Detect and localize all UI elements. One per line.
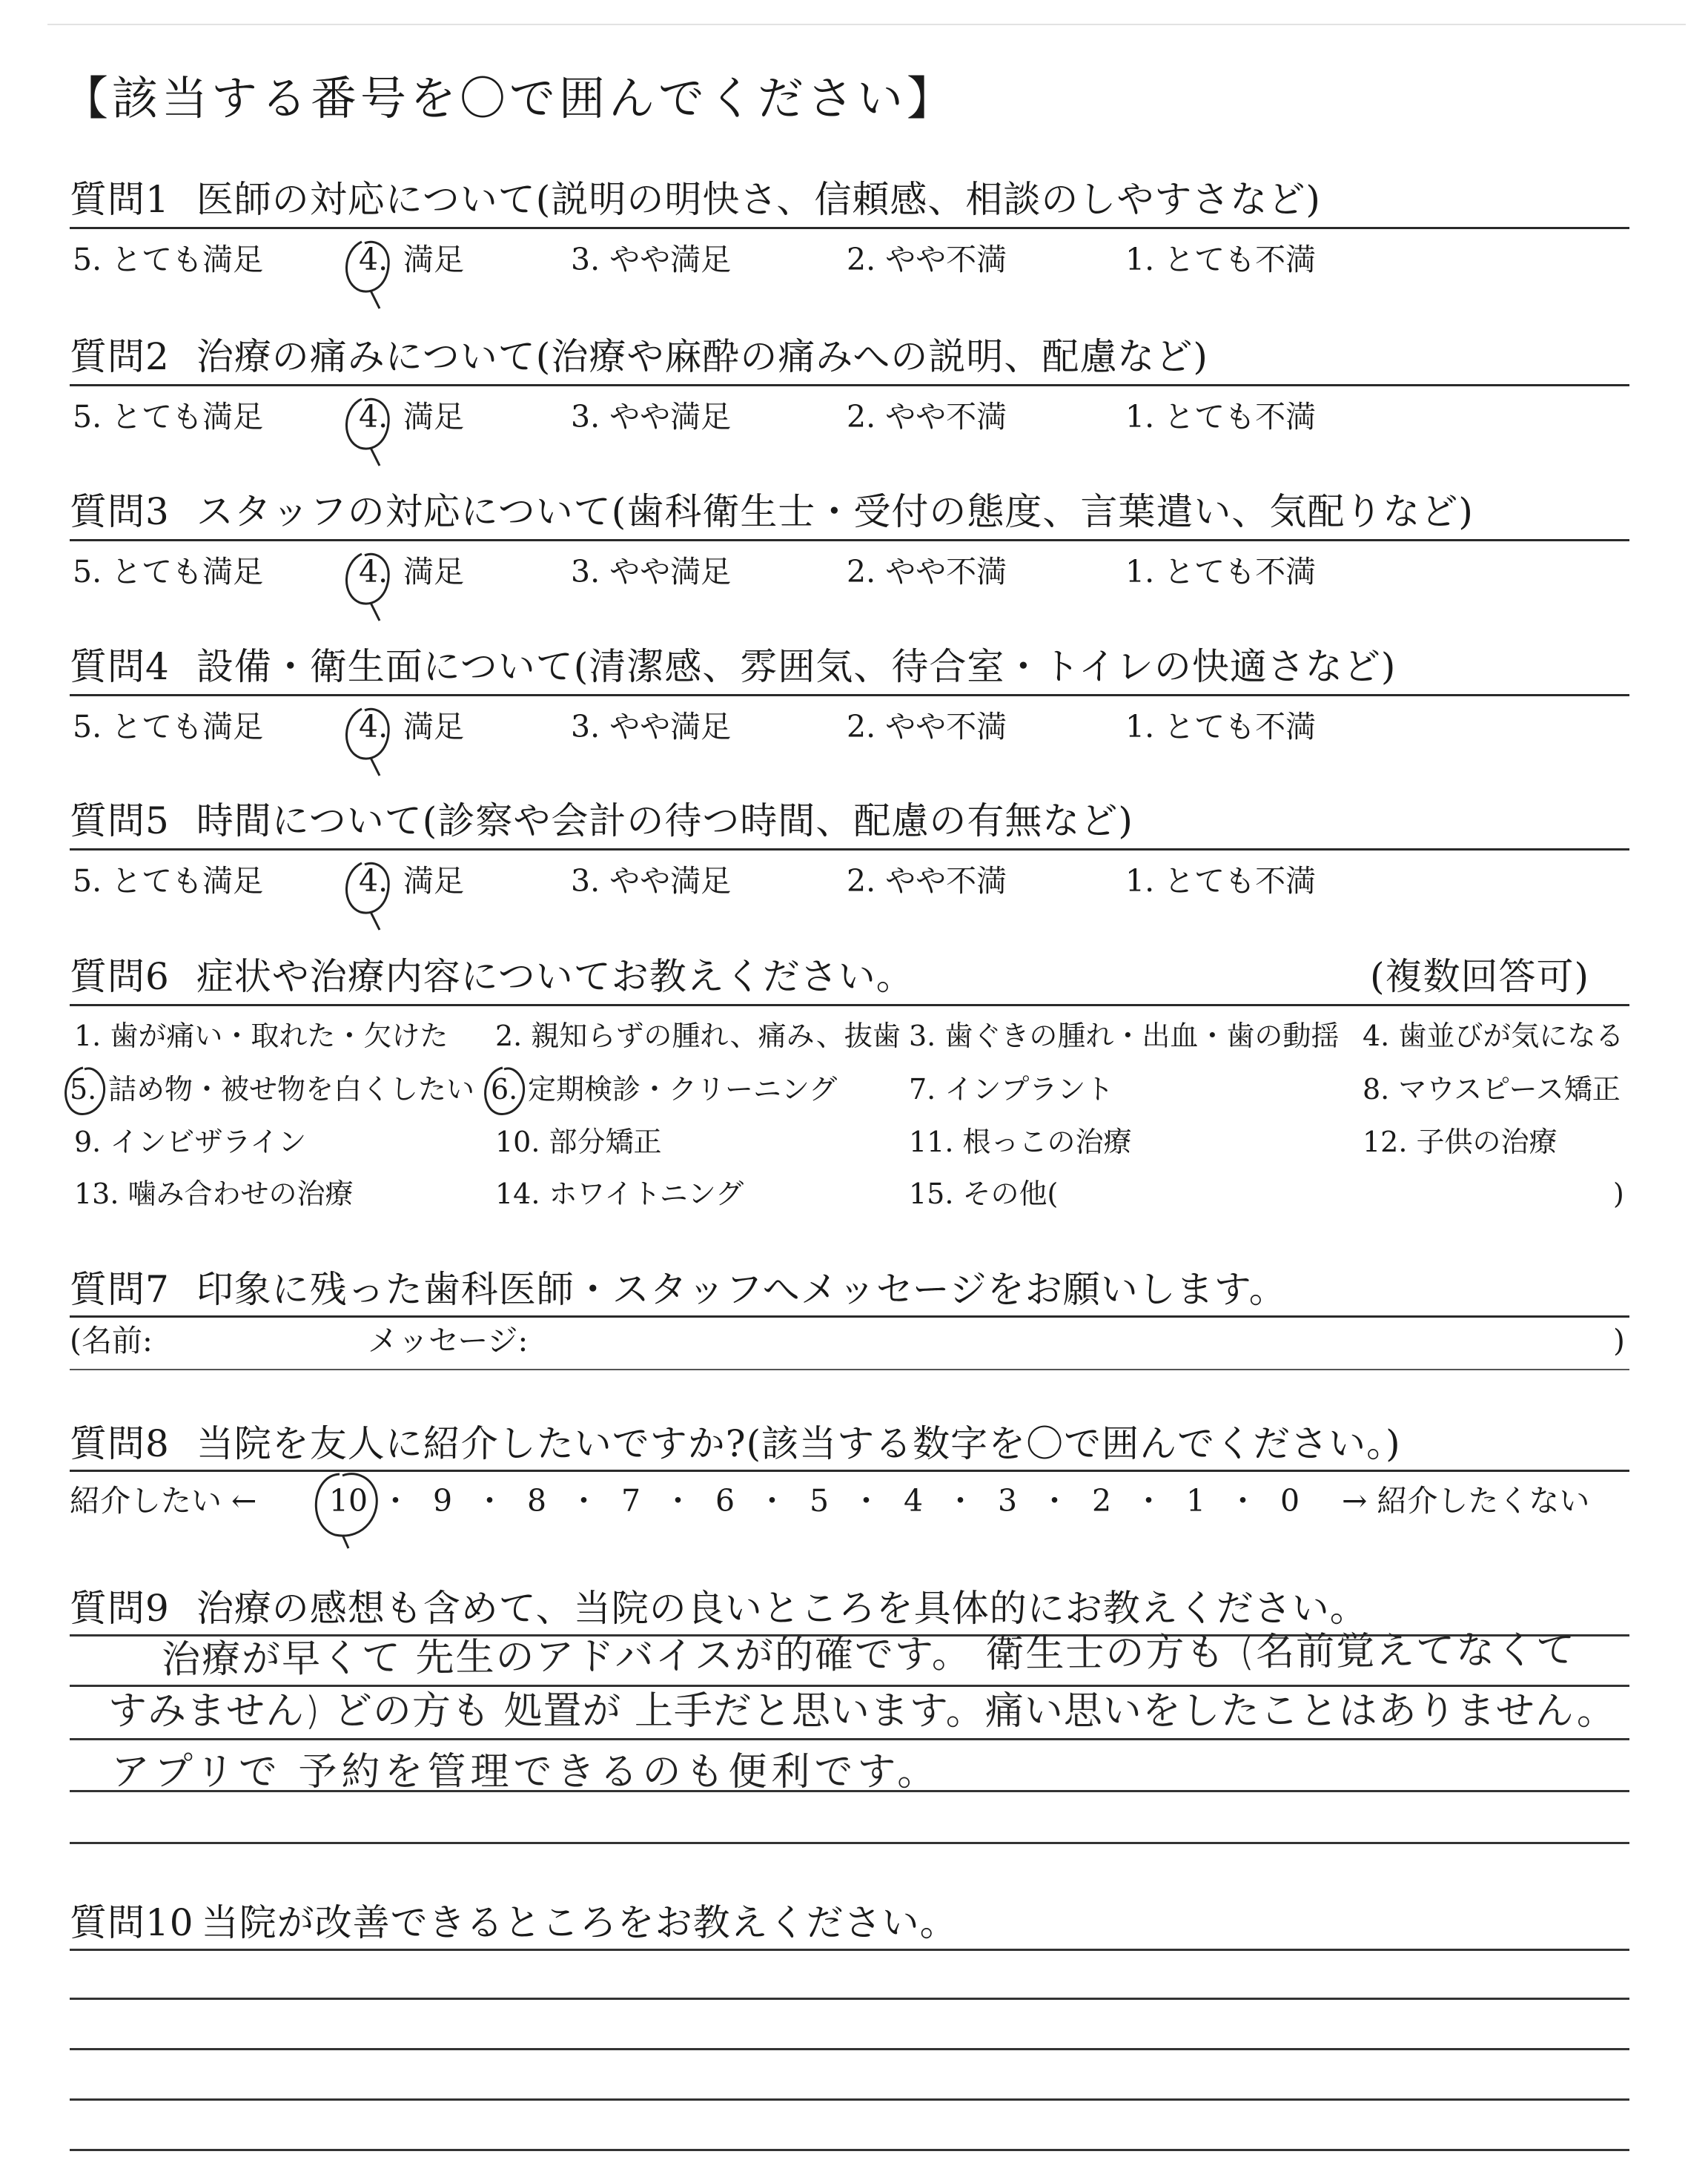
q2-option-3[interactable]: 3. やや満足 (571, 399, 732, 435)
question-7-text: 印象に残った歯科医師・スタッフへメッセージをお願いします。 (196, 1268, 1287, 1311)
q4-selection-circle (346, 709, 388, 776)
q6-option-5-label[interactable]: 詰め物・被せ物を白くしたい (108, 1073, 475, 1106)
q3-option-3[interactable]: 3. やや満足 (571, 554, 732, 589)
q8-scale-separator: ・ (851, 1483, 881, 1519)
q4-option-5[interactable]: 5. とても満足 (73, 709, 264, 744)
q6-option-12[interactable]: 12. 子供の治療 (1363, 1126, 1558, 1158)
q6-option-13[interactable]: 13. 噛み合わせの治療 (74, 1178, 354, 1210)
question-7-label: 質問7 (70, 1268, 170, 1311)
q8-scale-option-3[interactable]: 3 (997, 1483, 1018, 1519)
q8-scale-separator: ・ (1228, 1483, 1258, 1519)
q8-scale-option-2[interactable]: 2 (1091, 1483, 1112, 1519)
q3-option-4-label[interactable]: 満足 (403, 554, 464, 589)
q8-scale-separator: ・ (757, 1483, 787, 1519)
q8-scale-separator: ・ (945, 1483, 976, 1519)
q2-option-2[interactable]: 2. やや不満 (847, 399, 1007, 435)
question-8-label: 質問8 (70, 1422, 170, 1465)
q6-option-15-close: ) (1613, 1178, 1624, 1210)
question-1-text: 医師の対応について(説明の明快さ、信頼感、相談のしやすさなど) (196, 178, 1321, 221)
question-6-text: 症状や治療内容についてお教えください。 (196, 955, 914, 998)
q5-option-4-label[interactable]: 満足 (403, 863, 464, 899)
q8-left-label: 紹介したい ← (70, 1483, 257, 1519)
q8-scale-option-7[interactable]: 7 (620, 1483, 641, 1519)
q4-option-4-number[interactable]: 4. (359, 709, 388, 744)
q1-option-5[interactable]: 5. とても満足 (73, 242, 264, 277)
q6-option-5-selection-circle (66, 1068, 105, 1114)
q9-handwritten-line-2: すみません) どの方も 処置が 上手だと思います。痛い思いをしたことはありません。 (108, 1689, 1616, 1734)
q3-option-5[interactable]: 5. とても満足 (73, 554, 264, 589)
q6-option-11[interactable]: 11. 根っこの治療 (909, 1126, 1132, 1158)
q7-message-label: メッセージ: (368, 1323, 529, 1358)
q7-close-paren: ) (1613, 1323, 1625, 1358)
q5-option-4-number[interactable]: 4. (359, 863, 388, 899)
q1-option-3[interactable]: 3. やや満足 (571, 242, 732, 277)
question-2-text: 治療の痛みについて(治療や麻酔の痛みへの説明、配慮など) (196, 335, 1208, 378)
q8-scale-option-5[interactable]: 5 (809, 1483, 830, 1519)
question-10-text: 当院が改善できるところをお教えください。 (201, 1901, 958, 1944)
q5-selection-circle (346, 863, 388, 930)
q6-option-1[interactable]: 1. 歯が痛い・取れた・欠けた (74, 1020, 448, 1052)
q6-option-6-selection-circle (486, 1068, 524, 1114)
q2-option-4-number[interactable]: 4. (359, 399, 388, 435)
q8-scale-separator: ・ (663, 1483, 693, 1519)
question-4-label: 質問4 (70, 645, 170, 688)
q5-option-3[interactable]: 3. やや満足 (571, 863, 732, 899)
q6-option-14[interactable]: 14. ホワイトニング (495, 1178, 744, 1210)
q4-option-4-label[interactable]: 満足 (403, 709, 464, 744)
q6-option-9[interactable]: 9. インビザライン (74, 1126, 307, 1158)
q6-option-7[interactable]: 7. インプラント (909, 1073, 1114, 1106)
q9-handwritten-line-3: アプリで 予約を管理できるのも便利です。 (111, 1750, 941, 1794)
q8-scale-separator: ・ (474, 1483, 505, 1519)
q1-selection-circle (346, 242, 388, 308)
q4-option-2[interactable]: 2. やや不満 (847, 709, 1007, 744)
q6-option-8[interactable]: 8. マウスピース矯正 (1363, 1073, 1621, 1106)
q8-right-label: → 紹介したくない (1342, 1483, 1590, 1519)
q6-option-4[interactable]: 4. 歯並びが気になる (1363, 1020, 1624, 1052)
q2-option-5[interactable]: 5. とても満足 (73, 399, 264, 435)
q8-scale-option-1[interactable]: 1 (1185, 1483, 1206, 1519)
question-6-multiple-note: (複数回答可) (1370, 955, 1590, 998)
q3-selection-circle (346, 554, 388, 621)
question-3-label: 質問3 (70, 490, 170, 533)
question-1-label: 質問1 (70, 178, 170, 221)
q2-option-4-label[interactable]: 満足 (403, 399, 464, 435)
q6-option-10[interactable]: 10. 部分矯正 (495, 1126, 662, 1158)
q8-scale-option-6[interactable]: 6 (715, 1483, 735, 1519)
question-4-text: 設備・衛生面について(清潔感、雰囲気、待合室・トイレの快適さなど) (196, 645, 1397, 688)
q9-handwritten-line-1: 治療が早くて 先生のアドバイスが的確です。 衛生士の方も (名前覚えてなくて (161, 1628, 1577, 1682)
question-9-text: 治療の感想も含めて、当院の良いところを具体的にお教えください。 (196, 1587, 1368, 1630)
question-6-label: 質問6 (70, 955, 170, 998)
question-8-text: 当院を友人に紹介したいですか?(該当する数字を〇で囲んでください。) (196, 1422, 1401, 1465)
q6-option-6-number[interactable]: 6. (491, 1073, 518, 1106)
q5-option-1[interactable]: 1. とても不満 (1125, 863, 1317, 899)
question-5-label: 質問5 (70, 799, 170, 842)
q2-selection-circle (346, 399, 388, 466)
question-3-text: スタッフの対応について(歯科衛生士・受付の態度、言葉遣い、気配りなど) (196, 490, 1474, 533)
q3-option-2[interactable]: 2. やや不満 (847, 554, 1007, 589)
q6-option-3[interactable]: 3. 歯ぐきの腫れ・出血・歯の動揺 (909, 1020, 1340, 1052)
q5-option-5[interactable]: 5. とても満足 (73, 863, 264, 899)
page-title: 【該当する番号を〇で囲んでください】 (62, 71, 957, 125)
q8-scale-option-10[interactable]: 10 (328, 1483, 368, 1519)
q3-option-1[interactable]: 1. とても不満 (1125, 554, 1317, 589)
q3-option-4-number[interactable]: 4. (359, 554, 388, 589)
question-5-text: 時間について(診察や会計の待つ時間、配慮の有無など) (196, 799, 1133, 842)
q1-option-4-label[interactable]: 満足 (403, 242, 464, 277)
q6-option-2[interactable]: 2. 親知らずの腫れ、痛み、抜歯 (495, 1020, 901, 1052)
question-9-label: 質問9 (70, 1587, 170, 1630)
q8-selection-circle (316, 1474, 377, 1548)
q8-scale-option-0[interactable]: 0 (1280, 1483, 1300, 1519)
question-10-label: 質問10 (70, 1901, 194, 1944)
q6-option-6-label[interactable]: 定期検診・クリーニング (528, 1073, 838, 1106)
q6-option-5-number[interactable]: 5. (70, 1073, 97, 1106)
q1-option-4-number[interactable]: 4. (359, 242, 388, 277)
q4-option-3[interactable]: 3. やや満足 (571, 709, 732, 744)
q8-scale-option-8[interactable]: 8 (526, 1483, 547, 1519)
q1-option-2[interactable]: 2. やや不満 (847, 242, 1007, 277)
q8-scale-separator: ・ (569, 1483, 599, 1519)
q7-name-label: (名前: (70, 1323, 153, 1358)
q8-scale-separator: ・ (1133, 1483, 1164, 1519)
question-2-label: 質問2 (70, 335, 170, 378)
q6-option-15[interactable]: 15. その他( (909, 1178, 1059, 1210)
q4-option-1[interactable]: 1. とても不満 (1125, 709, 1317, 744)
q2-option-1[interactable]: 1. とても不満 (1125, 399, 1317, 435)
q1-option-1[interactable]: 1. とても不満 (1125, 242, 1317, 277)
q8-scale-separator: ・ (380, 1483, 411, 1519)
q5-option-2[interactable]: 2. やや不満 (847, 863, 1007, 899)
q8-scale-option-9[interactable]: 9 (432, 1483, 453, 1519)
q8-scale-option-4[interactable]: 4 (903, 1483, 924, 1519)
q8-scale-separator: ・ (1039, 1483, 1070, 1519)
